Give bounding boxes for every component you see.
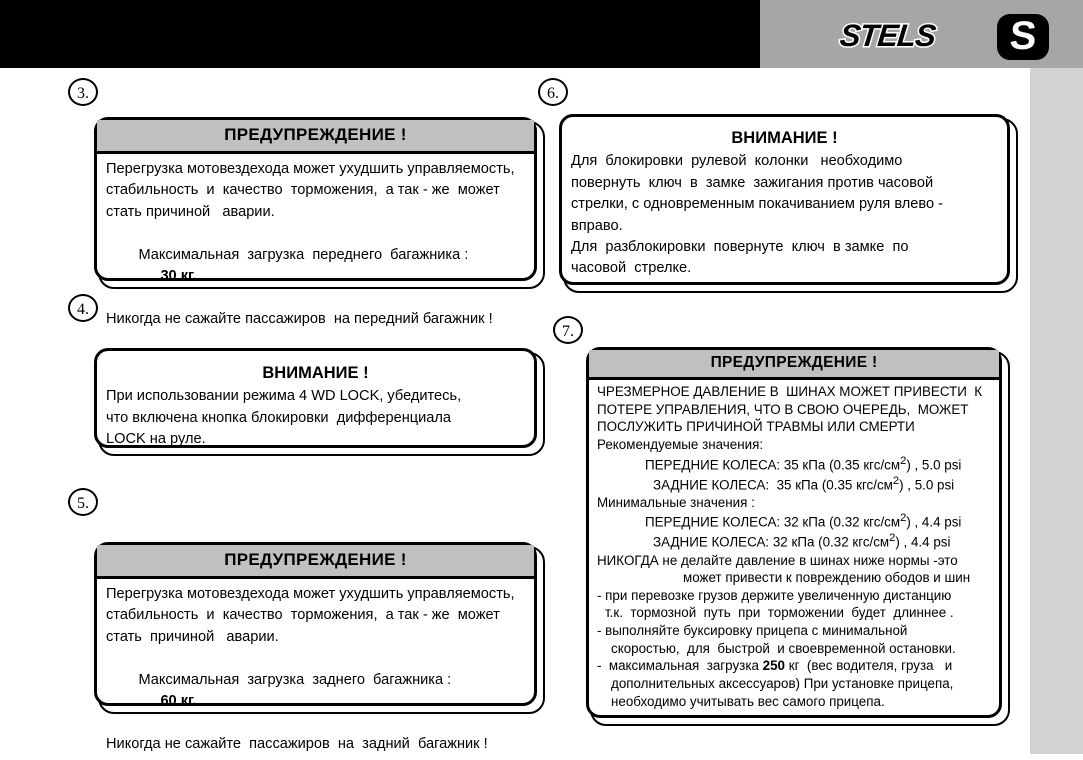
warning-box-7-rear-recommended-main: ЗАДНИЕ КОЛЕСА: 35 кПа (0.35 кгс/см: [653, 477, 893, 493]
warning-box-7-rear-minimum-main: ЗАДНИЕ КОЛЕСА: 32 кПа (0.32 кгс/см: [653, 534, 890, 550]
warning-box-5-body: [97, 579, 534, 760]
stels-wordmark: [785, 16, 990, 56]
warning-box-3-line-5: Никогда не сажайте пассажиров на передний багажник !: [106, 311, 493, 328]
warning-box-7-front-recommended: [597, 454, 992, 474]
warning-box-5: [98, 546, 545, 753]
step-marker-3: 3.: [68, 78, 98, 106]
warning-box-7-bullet-3-cont-1: дополнительных аксессуаров) При установке прицепа,: [611, 675, 954, 691]
warning-box-7-rear-recommended-sup: 2: [892, 474, 900, 487]
warning-box-7-bullet-2: - выполняйте буксировку прицепа с минимальной: [597, 623, 908, 638]
warning-box-7: [590, 351, 1010, 726]
warning-box-5-frame: [94, 542, 537, 753]
header-black-band: [0, 0, 760, 68]
warning-box-7-front-recommended-sup: 2: [900, 454, 907, 467]
warning-box-7-title: ПРЕДУПРЕЖДЕНИЕ !: [589, 350, 999, 380]
warning-box-4-line-2: что включена кнопка блокировки дифференциала: [106, 409, 452, 426]
warning-box-4-line-1: При использовании режима 4 WD LOCK, убедитесь,: [106, 388, 462, 405]
warning-box-7-line-1: ЧРЕЗМЕРНОЕ ДАВЛЕНИЕ В ШИНАХ МОЖЕТ ПРИВЕСТИ К: [597, 384, 983, 399]
page-header: [0, 0, 1083, 68]
warning-box-3-title: ПРЕДУПРЕЖДЕНИЕ !: [97, 120, 534, 154]
warning-box-7-front-minimum-sup: 2: [900, 512, 907, 525]
step-marker-5: 5.: [68, 488, 98, 516]
warning-box-7-rear-recommended: [597, 474, 992, 494]
warning-box-7-body: [589, 380, 999, 713]
warning-box-6-line-6: часовой стрелке.: [571, 260, 692, 277]
warning-box-6-line-1: Для блокировки рулевой колонки необходимо: [571, 153, 903, 170]
stels-s-badge-letter: S: [1008, 14, 1038, 58]
warning-box-3-frame: [94, 117, 537, 328]
warning-box-3-line-2: стабильность и качество торможения, а так - же может: [106, 182, 500, 199]
stels-wordmark-text: STELS: [838, 18, 937, 53]
step-marker-4: 4.: [68, 294, 98, 322]
warning-box-7-rear-minimum: [597, 531, 992, 551]
warning-box-7-front-minimum-main: ПЕРЕДНИЕ КОЛЕСА: 32 кПа (0.32 кгс/см: [645, 514, 901, 530]
warning-box-7-rear-recommended-tail: ) , 5.0 psi: [899, 477, 955, 493]
warning-box-6-frame: [559, 114, 1010, 285]
warning-box-7-line-3: ПОСЛУЖИТЬ ПРИЧИНОЙ ТРАВМЫ ИЛИ СМЕРТИ: [597, 419, 915, 435]
warning-box-7-line-10: НИКОГДА не делайте давление в шинах ниже нормы -это: [597, 552, 958, 568]
warning-box-7-front-recommended-main: ПЕРЕДНИЕ КОЛЕСА: 35 кПа (0.35 кгс/см: [645, 456, 901, 472]
step-marker-7: 7.: [553, 316, 583, 344]
warning-box-7-frame: [586, 347, 1002, 718]
warning-box-7-bullet-3: [597, 657, 992, 675]
warning-box-3-body: [97, 154, 534, 335]
warning-box-6-line-5: Для разблокировки повернуте ключ в замке по: [571, 239, 909, 255]
warning-box-7-bullet-3-cont-2: необходимо учитывать вес самого прицепа.: [611, 693, 885, 709]
warning-box-5-line-4: [106, 648, 525, 734]
warning-box-5-line-5: Никогда не сажайте пассажиров на задний багажник !: [106, 736, 488, 753]
warning-box-7-max-load-label: - максимальная загрузка: [597, 658, 759, 674]
stels-s-badge-icon: [997, 14, 1049, 60]
warning-box-5-line-1: Перегрузка мотовездехода может ухудшить управляемость,: [106, 586, 515, 602]
warning-box-7-rear-minimum-sup: 2: [889, 532, 896, 545]
warning-box-7-bullet-2-cont: скоростью, для быстрой и своевременной остановки.: [611, 640, 956, 656]
warning-box-6-line-2: повернуть ключ в замке зажигания против часовой: [571, 174, 934, 191]
warning-box-7-line-11: может привести к повреждению ободов и шин: [683, 570, 971, 586]
warning-box-7-line-2: ПОТЕРЕ УПРАВЛЕНИЯ, ЧТО В СВОЮ ОЧЕРЕДЬ, МОЖЕТ: [597, 401, 969, 417]
warning-box-6-line-4: вправо.: [571, 217, 623, 234]
warning-box-7-front-recommended-tail: ) , 5.0 psi: [906, 456, 962, 472]
warning-box-7-recommended-label: Рекомендуемые значения:: [597, 436, 764, 452]
right-side-strip: [1030, 68, 1083, 754]
warning-box-7-max-load-tail: кг (вес водителя, груза и: [788, 658, 953, 674]
warning-box-4-body: [97, 351, 534, 455]
warning-box-3-load-value: 30 кг.: [160, 268, 197, 285]
warning-box-5-title: ПРЕДУПРЕЖДЕНИЕ !: [97, 545, 534, 579]
warning-box-5-load-value: 60 кг.: [160, 693, 197, 710]
step-marker-6: 6.: [538, 78, 568, 106]
warning-box-7-max-load-value: 250: [762, 658, 785, 674]
warning-box-3-line-3: стать причиной аварии.: [106, 203, 275, 220]
warning-box-6-title: ВНИМАНИЕ !: [731, 129, 838, 147]
warning-box-4-line-3: LOCK на руле.: [106, 431, 206, 448]
warning-box-3-line-1: Перегрузка мотовездехода может ухудшить управляемость,: [106, 161, 515, 177]
warning-box-4: [98, 352, 545, 456]
warning-box-7-minimum-label: Минимальные значения :: [597, 494, 755, 510]
stels-logo: [785, 14, 1065, 60]
warning-box-5-line-2: стабильность и качество торможения, а так - же может: [106, 607, 500, 624]
warning-box-4-title: ВНИМАНИЕ !: [262, 364, 369, 382]
warning-box-5-load-label: Максимальная загрузка заднего багажника :: [138, 671, 452, 688]
warning-box-7-front-minimum: [597, 511, 992, 531]
warning-box-4-frame: [94, 348, 537, 448]
warning-box-7-rear-minimum-tail: ) , 4.4 psi: [895, 534, 951, 550]
warning-box-7-bullet-1: - при перевозке грузов держите увеличенную дистанцию: [597, 587, 952, 603]
warning-box-6-line-3: стрелки, с одновременным покачиванием руля влево -: [571, 196, 944, 213]
warning-box-3: [98, 121, 545, 328]
warning-box-3-line-4: [106, 223, 525, 309]
warning-box-6-body: [562, 117, 1007, 284]
warning-box-7-bullet-1-cont: т.к. тормозной путь при торможении будет длиннее .: [605, 605, 954, 621]
warning-box-5-line-3: стать причиной аварии.: [106, 628, 279, 645]
warning-box-7-front-minimum-tail: ) , 4.4 psi: [906, 514, 962, 530]
warning-box-3-load-label: Максимальная загрузка переднего багажника :: [138, 246, 469, 263]
warning-box-6: [563, 118, 1018, 293]
